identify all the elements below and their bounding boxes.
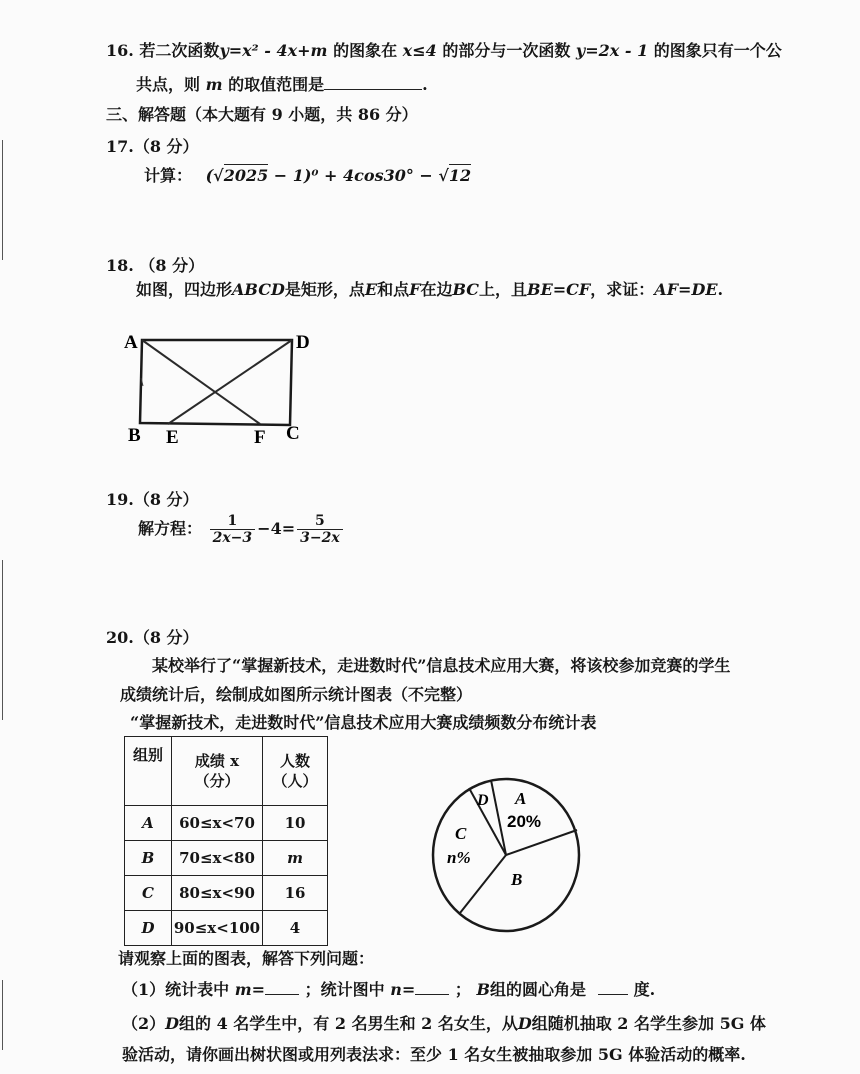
sub1-text: 组的圆心角是 xyxy=(489,980,586,999)
sub-question-2-line2: 验活动，请你画出树状图或用列表法求：至少 1 名女生被抽取参加 5G 体验活动的概率. xyxy=(122,1045,746,1064)
q18-text: ，求证： xyxy=(590,280,655,299)
header-text: 人数 xyxy=(279,752,310,770)
sub2-var: D xyxy=(165,1014,180,1033)
q18-text: 是矩形，点 xyxy=(284,280,365,299)
sub2-var: D xyxy=(517,1014,532,1033)
numerator: 1 xyxy=(210,513,256,530)
cell-count: 10 xyxy=(263,806,328,841)
q18-text: 上，且 xyxy=(479,280,528,299)
header-count xyxy=(263,737,328,806)
radicand-12: 12 xyxy=(448,166,472,185)
table-header-row xyxy=(125,737,328,806)
header-text: 组别 xyxy=(132,746,163,764)
sub2-text: 组随机抽取 2 名学生参加 5G 体 xyxy=(531,1014,766,1033)
scan-edge-line xyxy=(2,560,3,720)
q18-var: F xyxy=(409,280,421,299)
question-17-expression xyxy=(144,163,471,186)
q19-label: 解方程： xyxy=(138,519,203,538)
cell-count: m xyxy=(263,841,328,876)
q20-paragraph-line2: 成绩统计后，绘制成如图所示统计图表（不完整） xyxy=(120,685,473,704)
observe-prompt: 请观察上面的图表，解答下列问题： xyxy=(118,949,375,968)
header-group xyxy=(125,737,172,806)
q18-var: BE=CF xyxy=(527,280,591,299)
cell-score: 80≤x<90 xyxy=(172,876,263,911)
sub2-text: 组的 4 名学生中，有 2 名男生和 2 名女生，从 xyxy=(179,1014,518,1033)
pie-chart xyxy=(425,775,590,940)
label-d: D xyxy=(296,332,310,353)
scan-edge-line xyxy=(2,140,3,260)
label-a: A xyxy=(124,332,138,353)
expr-part: (√ xyxy=(205,166,224,185)
divider-a-b xyxy=(506,830,577,855)
cell-score: 90≤x<100 xyxy=(172,911,263,946)
divider-d-a xyxy=(491,780,506,855)
q16-text: 的图象只有一个公 xyxy=(653,41,782,60)
denominator: 2x−3 xyxy=(212,530,253,546)
fraction-left xyxy=(210,513,256,546)
header-score xyxy=(172,737,263,806)
q18-text: 在边 xyxy=(420,280,453,299)
linear-function: y=2x - 1 xyxy=(575,41,649,60)
q17-label: 计算： xyxy=(144,166,193,185)
header-text: 成绩 x xyxy=(194,752,240,770)
question-17-header: 17.（8 分） xyxy=(106,137,199,156)
label-c: C xyxy=(286,423,300,444)
cell-score: 60≤x<70 xyxy=(172,806,263,841)
question-18-header: 18. （8 分） xyxy=(106,256,205,275)
sub1-text: 度. xyxy=(633,980,656,999)
q18-var: AF=DE xyxy=(654,280,718,299)
q20-paragraph-line1: 某校举行了“掌握新技术，走进数时代”信息技术应用大赛，将该校参加竞赛的学生 xyxy=(152,656,731,675)
question-18-text xyxy=(136,277,723,300)
answer-blank-m[interactable] xyxy=(265,978,299,995)
pie-label-a-pct: 20% xyxy=(507,812,542,831)
q19-mid: −4= xyxy=(257,519,296,538)
question-16-line1 xyxy=(106,38,782,61)
question-16-line2 xyxy=(136,72,428,95)
frequency-table xyxy=(124,736,328,946)
pie-label-d: D xyxy=(477,792,489,809)
segment-af xyxy=(142,340,260,424)
segment-de xyxy=(168,340,292,424)
expr-part: − 1)⁰ + 4cos30° − √ xyxy=(268,166,449,185)
q18-text: 如图，四边形 xyxy=(136,280,233,299)
q16-text: 若二次函数 xyxy=(139,41,220,60)
cell-group: B xyxy=(125,841,172,876)
sub1-text: （1）统计表中 xyxy=(122,980,230,999)
question-19-equation xyxy=(138,513,345,546)
header-text: （人） xyxy=(272,772,318,790)
cell-count: 16 xyxy=(263,876,328,911)
sub1-text: ；统计图中 xyxy=(304,980,385,999)
sub1-var: B xyxy=(476,980,490,999)
question-number: 16. xyxy=(106,41,134,60)
variable-m: m xyxy=(205,75,223,94)
denominator: 3−2x xyxy=(300,530,340,546)
header-text: （分） xyxy=(194,772,240,790)
q18-var: ABCD xyxy=(232,280,285,299)
pie-label-c: C xyxy=(455,824,467,843)
q16-text: 的图象在 xyxy=(333,41,398,60)
scan-edge-line xyxy=(2,980,3,1050)
sub1-text: ； xyxy=(454,980,471,999)
sub1-var: n= xyxy=(390,980,416,999)
answer-blank-n[interactable] xyxy=(415,978,449,995)
domain-condition: x≤4 xyxy=(402,41,437,60)
sub1-var: m= xyxy=(234,980,266,999)
fraction-right xyxy=(297,513,343,546)
numerator: 5 xyxy=(297,513,343,530)
sub-question-1 xyxy=(122,977,655,1000)
table-row xyxy=(125,876,328,911)
table-row xyxy=(125,911,328,946)
label-e: E xyxy=(166,427,179,448)
table-row xyxy=(125,841,328,876)
pie-label-c-pct: n% xyxy=(447,848,471,867)
rectangle-figure xyxy=(110,318,330,448)
answer-blank-angle[interactable] xyxy=(598,978,628,995)
cell-score: 70≤x<80 xyxy=(172,841,263,876)
quadratic-function: y=x² - 4x+m xyxy=(219,41,328,60)
cell-group: D xyxy=(125,911,172,946)
section-heading: 三、解答题（本大题有 9 小题，共 86 分） xyxy=(106,105,418,124)
table-title: “掌握新技术，走进数时代”信息技术应用大赛成绩频数分布统计表 xyxy=(130,713,597,732)
pie-label-a: A xyxy=(515,789,527,808)
sub2-text: （2） xyxy=(122,1014,166,1033)
q17-expr xyxy=(206,166,472,185)
q18-var: E xyxy=(364,280,378,299)
table-row xyxy=(125,806,328,841)
question-20-header: 20.（8 分） xyxy=(106,628,199,647)
radicand-2025: 2025 xyxy=(223,166,269,185)
question-19-header: 19.（8 分） xyxy=(106,490,199,509)
q16-text: 的部分与一次函数 xyxy=(442,41,571,60)
cell-group: C xyxy=(125,876,172,911)
cell-count: 4 xyxy=(263,911,328,946)
q18-var: BC xyxy=(452,280,480,299)
answer-blank[interactable] xyxy=(324,73,422,90)
label-f: F xyxy=(254,427,266,448)
label-b: B xyxy=(128,425,141,446)
pie-label-b: B xyxy=(511,870,523,889)
q16-text: 的取值范围是 xyxy=(228,75,325,94)
q18-text: 和点 xyxy=(377,280,410,299)
q18-text: . xyxy=(717,280,724,299)
q16-text: . xyxy=(422,75,428,94)
cell-group: A xyxy=(125,806,172,841)
sub-question-2-line1 xyxy=(122,1011,766,1034)
rectangle-abcd xyxy=(140,340,292,425)
q16-text: 共点，则 xyxy=(136,75,201,94)
